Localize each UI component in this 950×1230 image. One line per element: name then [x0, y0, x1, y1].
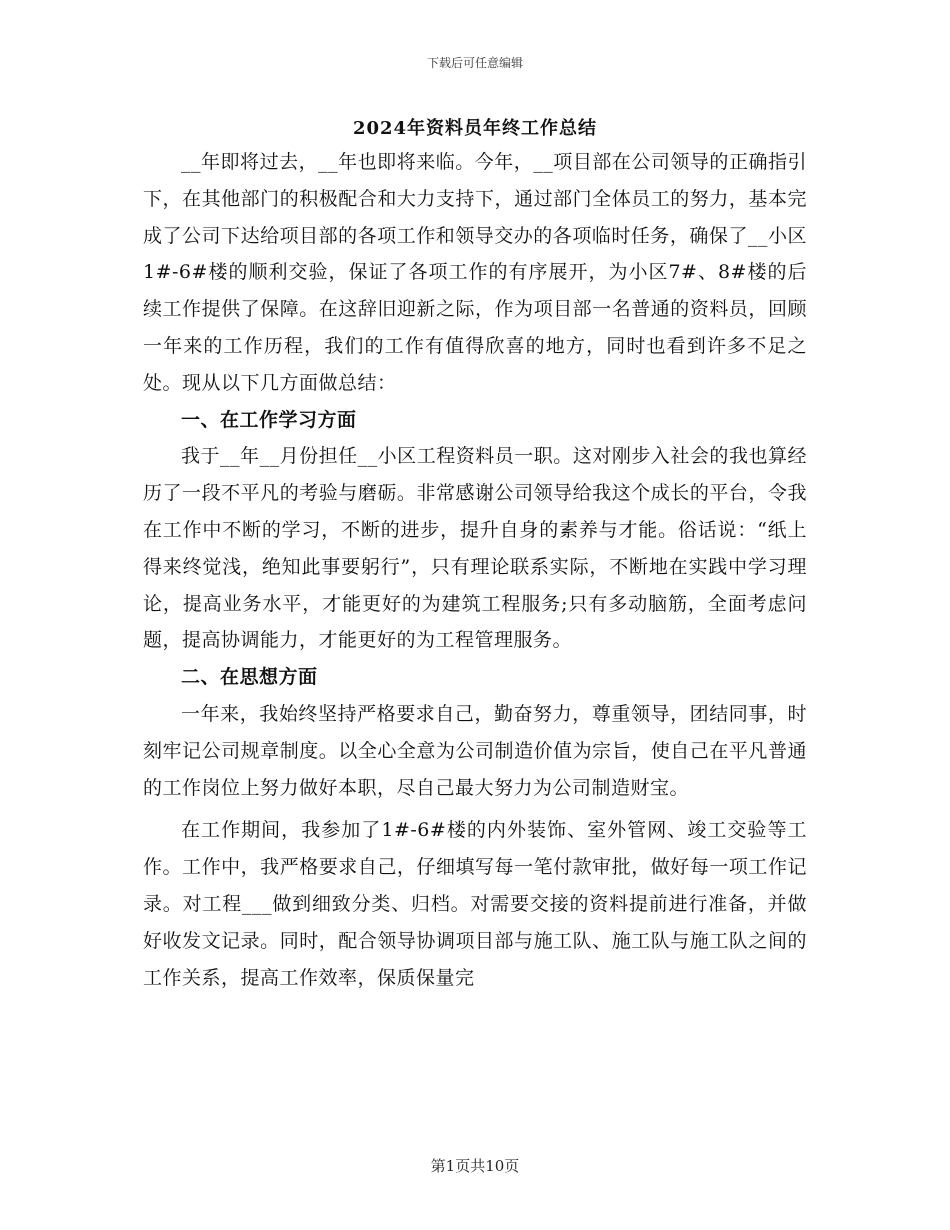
intro-paragraph: __年即将过去，__年也即将来临。今年，__项目部在公司领导的正确指引下，在其他部门的积极配合和大力支持下，通过部门全体员工的努力，基本完成了公司下达给项目部的各项工作和领导交办的各项临时任务，确保了__小区1#-6#楼的顺利交验，保证了各项工作的有序展开，为小区7#、8#楼的后续工作提供了保障。在这辞旧迎新之际，作为项目部一名普通的资料员，回顾一年来的工作历程，我们的工作有值得欣喜的地方，同时也看到许多不足之处。现从以下几方面做总结： — [143, 151, 807, 394]
document-title: 2024年资料员年终工作总结 — [352, 118, 598, 139]
page-header-note: 下载后可任意编辑 — [426, 56, 523, 70]
document-body — [143, 144, 807, 996]
section-paragraph: 一年来，我始终坚持严格要求自己，勤奋努力，尊重领导，团结同事，时刻牢记公司规章制度。以全心全意为公司制造价值为宗旨，使自己在平凡普通的工作岗位上努力做好本职，尽自己最大努力为公司制造财宝。 — [143, 702, 807, 799]
section-paragraph: 在工作期间，我参加了1#-6#楼的内外装饰、室外管网、竣工交验等工作。工作中，我严格要求自己，仔细填写每一笔付款审批，做好每一项工作记录。对工程___做到细致分类、归档。对需要交接的资料提前进行准备，并做好收发文记录。同时，配合领导协调项目部与施工队、施工队与施工队之间的工作关系，提高工作效率，保质保量完 — [143, 819, 807, 989]
section-paragraph: 我于__年__月份担任__小区工程资料员一职。这对刚步入社会的我也算经历了一段不平凡的考验与磨砺。非常感谢公司领导给我这个成长的平台，令我在工作中不断的学习，不断的进步，提升自身的素养与才能。俗话说：“纸上得来终觉浅，绝知此事要躬行”，只有理论联系实际，不断地在实践中学习理论，提高业务水平，才能更好的为建筑工程服务;只有多动脑筋，全面考虑问题，提高协调能力，才能更好的为工程管理服务。 — [143, 445, 807, 652]
page-number-footer: 第1页共10页 — [430, 1157, 520, 1175]
section-heading-thought: 二、在思想方面 — [181, 666, 318, 689]
section-heading-work-study: 一、在工作学习方面 — [181, 408, 357, 431]
